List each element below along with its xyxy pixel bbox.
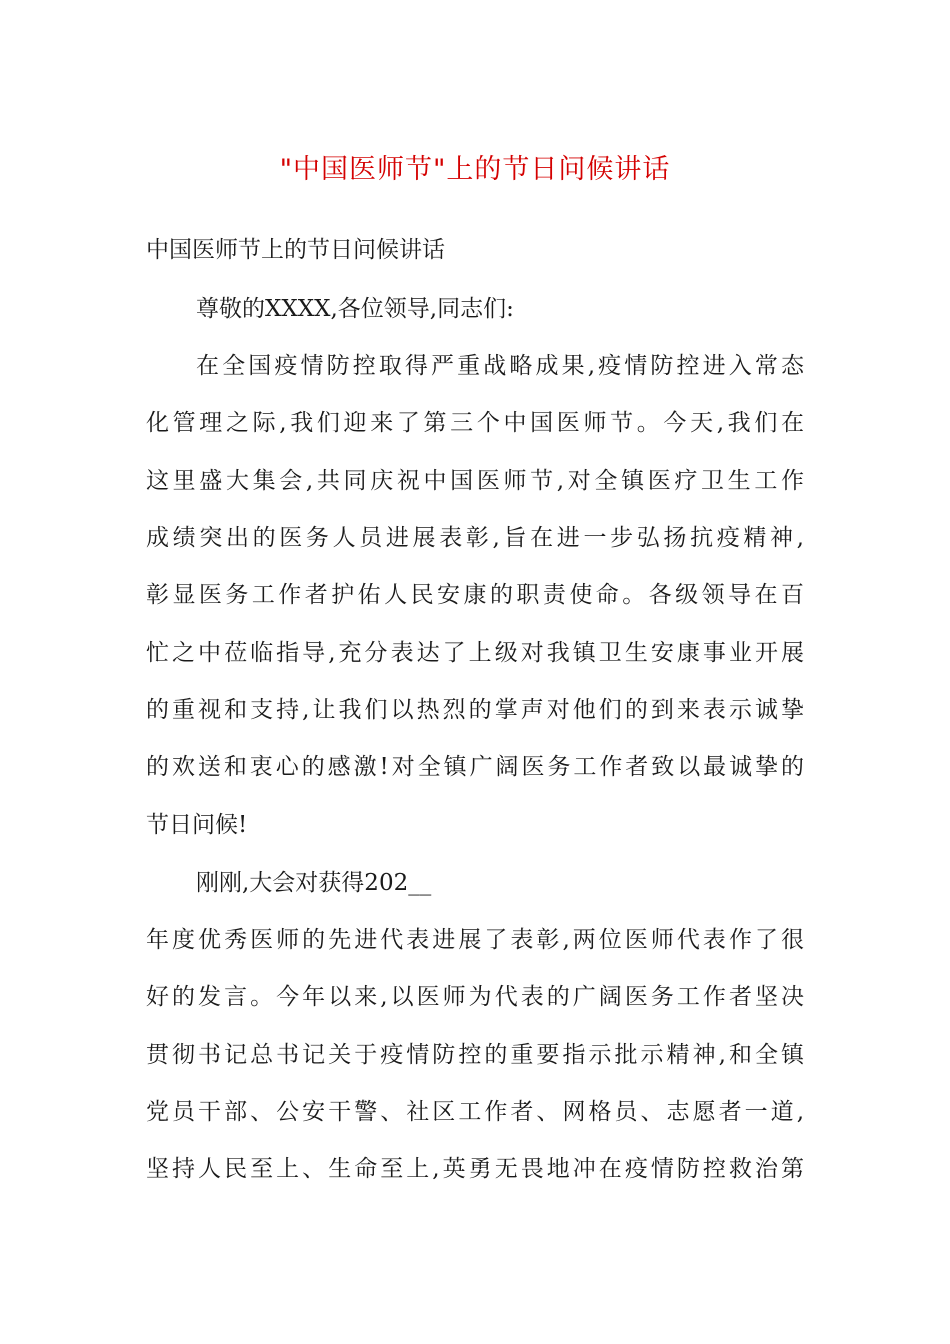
text-line-subtitle: 中国医师节上的节日问候讲话: [146, 237, 445, 263]
text-line: 党员干部、公安干警、社区工作者、网格员、志愿者一道,: [146, 1099, 804, 1125]
text-line: 忙之中莅临指导,充分表达了上级对我镇卫生安康事业开展: [146, 640, 804, 666]
text-line: 的欢送和衷心的感激!对全镇广阔医务工作者致以最诚挚的: [146, 754, 804, 780]
text-line: 化管理之际,我们迎来了第三个中国医师节。今天,我们在: [146, 410, 804, 436]
document-title: "中国医师节"上的节日问候讲话: [279, 154, 671, 185]
text-line-salutation: 尊敬的XXXX,各位领导,同志们:: [196, 296, 514, 322]
text-line: 贯彻书记总书记关于疫情防控的重要指示批示精神,和全镇: [146, 1042, 804, 1068]
text-line: 的重视和支持,让我们以热烈的掌声对他们的到来表示诚挚: [146, 697, 804, 723]
text-line: 这里盛大集会,共同庆祝中国医师节,对全镇医疗卫生工作: [146, 468, 804, 494]
text-line: 成绩突出的医务人员进展表彰,旨在进一步弘扬抗疫精神,: [146, 525, 804, 551]
text-line: 好的发言。今年以来,以医师为代表的广阔医务工作者坚决: [146, 984, 804, 1010]
text-line: 刚刚,大会对获得202__: [196, 870, 432, 896]
text-line: 坚持人民至上、生命至上,英勇无畏地冲在疫情防控救治第: [146, 1156, 804, 1182]
text-line: 年度优秀医师的先进代表进展了表彰,两位医师代表作了很: [146, 927, 804, 953]
text-line: 节日问候!: [146, 812, 248, 838]
text-line: 彰显医务工作者护佑人民安康的职责使命。各级领导在百: [146, 582, 804, 608]
text-line: 在全国疫情防控取得严重战略成果,疫情防控进入常态: [196, 353, 804, 379]
